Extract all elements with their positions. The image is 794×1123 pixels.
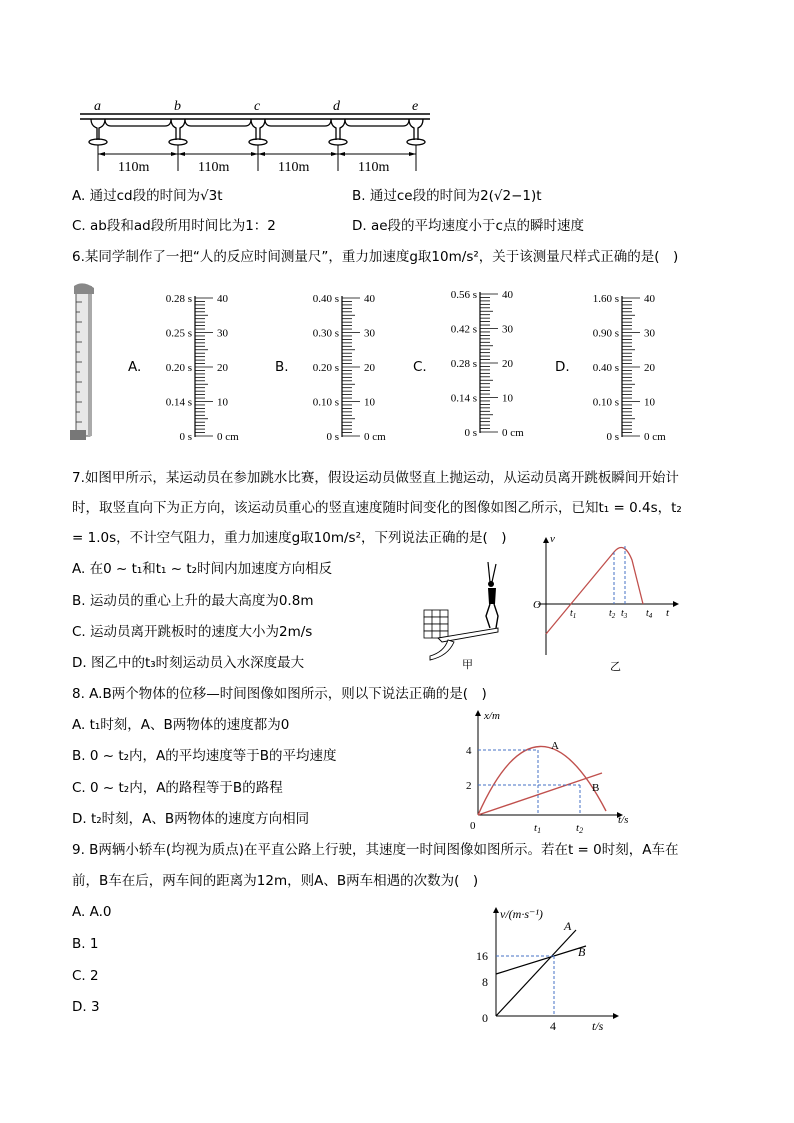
q9-x4: 4: [550, 1019, 556, 1033]
q5-option-b[interactable]: B. 通过ce段的时间为2(√2−1)t: [352, 188, 542, 204]
vt-t3-label: $t_3$: [621, 608, 628, 620]
ruler-cm-label: 0 cm: [644, 431, 666, 443]
ruler-cm-label: 30: [644, 327, 655, 340]
ruler-time-label: 0.56 s: [450, 289, 477, 301]
xt-xlabel: t/s: [618, 814, 629, 826]
vt-t4-label: $t_4$: [646, 608, 653, 620]
q6-option-b[interactable]: B.: [275, 359, 289, 375]
ruler-time-label: 0.40 s: [312, 293, 339, 305]
ruler-time-label: 0.10 s: [312, 396, 339, 409]
ruler-cm-label: 0 cm: [502, 427, 524, 439]
vt-origin-label: O: [533, 599, 541, 611]
q6-option-a[interactable]: A.: [128, 359, 142, 375]
q7-stem-line1: 7.如图甲所示，某运动员在参加跳水比赛，假设运动员做竖直上抛运动，从运动员离开跳板瞬间开始计: [72, 470, 679, 486]
q8-option-a[interactable]: A. t₁时刻，A、B两物体的速度都为0: [72, 717, 290, 733]
q8-option-c[interactable]: C. 0 ~ t₂内，A的路程等于B的路程: [72, 780, 283, 796]
q9-line-a-label: A: [564, 919, 572, 933]
xt-y2: 2: [466, 780, 472, 792]
ruler-time-label: 0.28 s: [450, 358, 477, 370]
fig-yi-label: 乙: [610, 661, 621, 673]
q9-line-b-label: B: [578, 945, 586, 959]
ruler-cm-label: 40: [217, 293, 228, 305]
ruler-time-label: 0 s: [179, 431, 192, 443]
xt-curve-a-label: A: [551, 740, 559, 752]
ruler-cm-label: 30: [502, 323, 513, 336]
ruler-cm-label: 20: [217, 362, 228, 374]
q8-option-d[interactable]: D. t₂时刻，A、B两物体的速度方向相同: [72, 811, 310, 827]
diver-figure: [418, 560, 518, 672]
ruler-time-label: 0.90 s: [592, 327, 619, 340]
q7-option-d[interactable]: D. 图乙中的t₃时刻运动员入水深度最大: [72, 655, 305, 671]
xt-y4: 4: [466, 745, 472, 757]
ruler-cm-label: 10: [217, 396, 228, 409]
ruler-time-label: 0.40 s: [592, 362, 619, 374]
ruler-cm-label: 10: [364, 396, 375, 409]
ruler-cm-label: 20: [364, 362, 375, 374]
q5-option-d[interactable]: D. ae段的平均速度小于c点的瞬时速度: [352, 218, 584, 234]
vt-v-label: v: [550, 533, 555, 545]
fig-jia-label: 甲: [462, 659, 473, 671]
xt-t2: t2: [576, 822, 584, 835]
ruler-cm-label: 30: [364, 327, 375, 340]
ruler-time-label: 0.20 s: [312, 362, 339, 374]
ruler-c: [435, 284, 547, 444]
ruler-cm-label: 40: [644, 293, 655, 305]
bridge-point-e: e: [412, 99, 419, 114]
xt-t1: t1: [534, 822, 542, 835]
q9-option-d[interactable]: D. 3: [72, 999, 100, 1015]
q9-stem-line2: 前，B车在后，两车间的距离为12m，则A、B两车相遇的次数为( ): [72, 873, 479, 889]
bridge-span-4: 110m: [358, 160, 390, 175]
bridge-figure: [75, 96, 435, 176]
vt-t2-label: $t_2$: [609, 608, 616, 620]
ruler-time-label: 0.20 s: [165, 362, 192, 374]
q8-option-b[interactable]: B. 0 ~ t₂内，A的平均速度等于B的平均速度: [72, 748, 337, 764]
ruler-cm-label: 0 cm: [217, 431, 239, 443]
ruler-time-label: 0.14 s: [450, 392, 477, 405]
bridge-point-c: c: [254, 99, 261, 114]
bridge-point-a: a: [94, 99, 101, 114]
ruler-time-label: 0 s: [464, 427, 477, 439]
q9-ylabel: v/(m·s⁻¹): [500, 907, 543, 921]
q7-option-b[interactable]: B. 运动员的重心上升的最大高度为0.8m: [72, 593, 314, 609]
xt-origin: 0: [470, 820, 476, 832]
ruler-photo: [66, 282, 100, 442]
ruler-time-label: 1.60 s: [592, 293, 619, 305]
vt-t1-label: $t_1$: [570, 608, 577, 620]
q8-stem: 8. A.B两个物体的位移—时间图像如图所示，则以下说法正确的是( ): [72, 686, 487, 702]
q6-option-c[interactable]: C.: [413, 359, 427, 375]
q5-option-c[interactable]: C. ab段和ad段所用时间比为1：2: [72, 218, 276, 234]
q9-option-b[interactable]: B. 1: [72, 936, 99, 952]
xt-graph-q8: [462, 705, 642, 840]
ruler-time-label: 0.28 s: [165, 293, 192, 305]
bridge-piers: [89, 119, 425, 145]
ruler-b: [297, 288, 409, 448]
q9-y16: 16: [476, 949, 488, 963]
ruler-d: [577, 288, 689, 448]
q9-xlabel: t/s: [592, 1019, 604, 1033]
vt-t-label: t: [666, 607, 670, 619]
q9-option-a[interactable]: A. A.0: [72, 904, 112, 920]
q6-stem: 6.某同学制作了一把“人的反应时间测量尺”，重力加速度g取10m/s²，关于该测量尺样式正确的是( ): [72, 249, 679, 265]
bridge-point-d: d: [333, 99, 340, 114]
q7-option-c[interactable]: C. 运动员离开跳板时的速度大小为2m/s: [72, 624, 313, 640]
ruler-time-label: 0.10 s: [592, 396, 619, 409]
ruler-a: [150, 288, 262, 448]
xt-curve-b-label: B: [592, 782, 600, 794]
ruler-time-label: 0.25 s: [165, 327, 192, 340]
xt-ylabel: x/m: [484, 710, 500, 722]
vt-graph-q7: [528, 530, 688, 674]
ruler-cm-label: 10: [644, 396, 655, 409]
vt-graph-q9: [468, 900, 628, 1035]
ruler-cm-label: 10: [502, 392, 513, 405]
q9-origin: 0: [482, 1011, 488, 1025]
ruler-time-label: 0.14 s: [165, 396, 192, 409]
q6-option-d[interactable]: D.: [555, 359, 570, 375]
ruler-cm-label: 40: [364, 293, 375, 305]
ruler-time-label: 0.42 s: [450, 323, 477, 336]
ruler-cm-label: 20: [644, 362, 655, 374]
bridge-point-b: b: [174, 99, 181, 114]
q5-option-a[interactable]: A. 通过cd段的时间为√3t: [72, 188, 223, 204]
ruler-cm-label: 30: [217, 327, 228, 340]
q9-stem-line1: 9. B两辆小轿车(均视为质点)在平直公路上行驶，其速度一时间图像如图所示。若在t = 0时刻，A车在: [72, 842, 679, 858]
q7-stem-line3: = 1.0s，不计空气阻力，重力加速度g取10m/s²，下列说法正确的是( ): [72, 530, 507, 546]
q9-y8: 8: [482, 975, 488, 989]
q9-option-c[interactable]: C. 2: [72, 968, 99, 984]
ruler-cm-label: 20: [502, 358, 513, 370]
ruler-time-label: 0 s: [606, 431, 619, 443]
q7-option-a[interactable]: A. 在0 ~ t₁和t₁ ~ t₂时间内加速度方向相反: [72, 561, 333, 577]
bridge-span-3: 110m: [278, 160, 310, 175]
bridge-span-1: 110m: [118, 160, 150, 175]
bridge-span-2: 110m: [198, 160, 230, 175]
ruler-time-label: 0 s: [326, 431, 339, 443]
ruler-cm-label: 40: [502, 289, 513, 301]
q7-stem-line2: 时，取竖直向下为正方向，该运动员重心的竖直速度随时间变化的图像如图乙所示，已知t₁ = 0.4s，t₂: [72, 500, 682, 516]
ruler-cm-label: 0 cm: [364, 431, 386, 443]
ruler-time-label: 0.30 s: [312, 327, 339, 340]
